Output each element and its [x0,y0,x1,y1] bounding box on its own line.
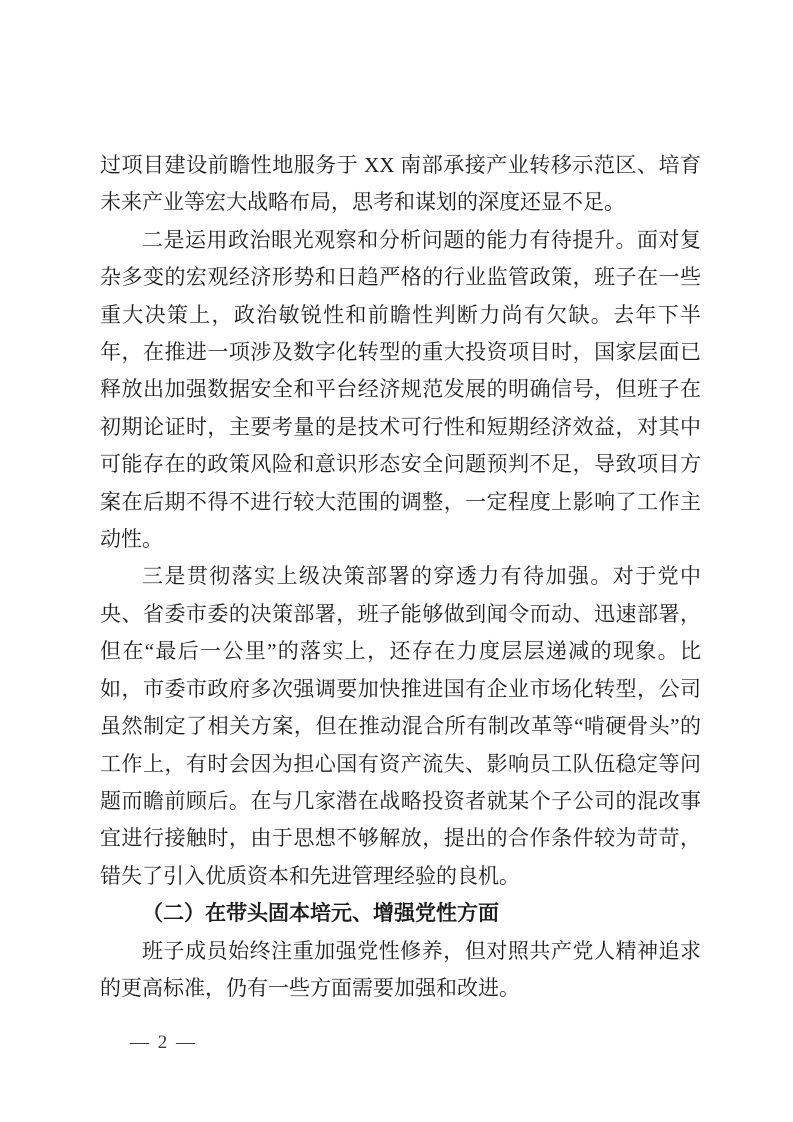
document-body [100,147,701,1007]
section-heading: （二）在带头固本培元、增强党性方面 [142,901,499,926]
paragraph-point-three: 三是贯彻落实上级决策部署的穿透力有待加强。对于党中央、省委市委的决策部署，班子能够做到闻令而动、迅速部署，但在“最后一公里”的落实上，还存在力度层层递减的现象。比如，市委市政府多次强调要加快推进国有企业市场化转型，公司虽然制定了相关方案，但在推动混合所有制改革等“啃硬骨头”的工作上，有时会因为担心国有资产流失、影响员工队伍稳定等问题而瞻前顾后。在与几家潜在战略投资者就某个子公司的混改事宜进行接触时，由于思想不够解放，提出的合作条件较为苛苛，错失了引入优质资本和先进管理经验的良机。 [100,564,701,888]
paragraph-continuation: 过项目建设前瞻性地服务于 XX 南部承接产业转移示范区、培育未来产业等宏大战略布局，思考和谋划的深度还显不足。 [100,153,701,215]
paragraph-section-intro: 班子成员始终注重加强党性修养，但对照共产党人精神追求的更高标准，仍有一些方面需要加强和改进。 [100,938,701,1000]
paragraph-point-two: 二是运用政治眼光观察和分析问题的能力有待提升。面对复杂多变的宏观经济形势和日趋严格的行业监管政策，班子在一些重大决策上，政治敏锐性和前瞻性判断力尚有欠缺。去年下半年，在推进一项涉及数字化转型的重大投资项目时，国家层面已释放出加强数据安全和平台经济规范发展的明确信号，但班子在初期论证时，主要考量的是技术可行性和短期经济效益，对其中可能存在的政策风险和意识形态安全问题预判不足，导致项目方案在后期不得不进行较大范围的调整，一定程度上影响了工作主动性。 [100,227,701,552]
page-number: — 2 — [130,1032,197,1053]
